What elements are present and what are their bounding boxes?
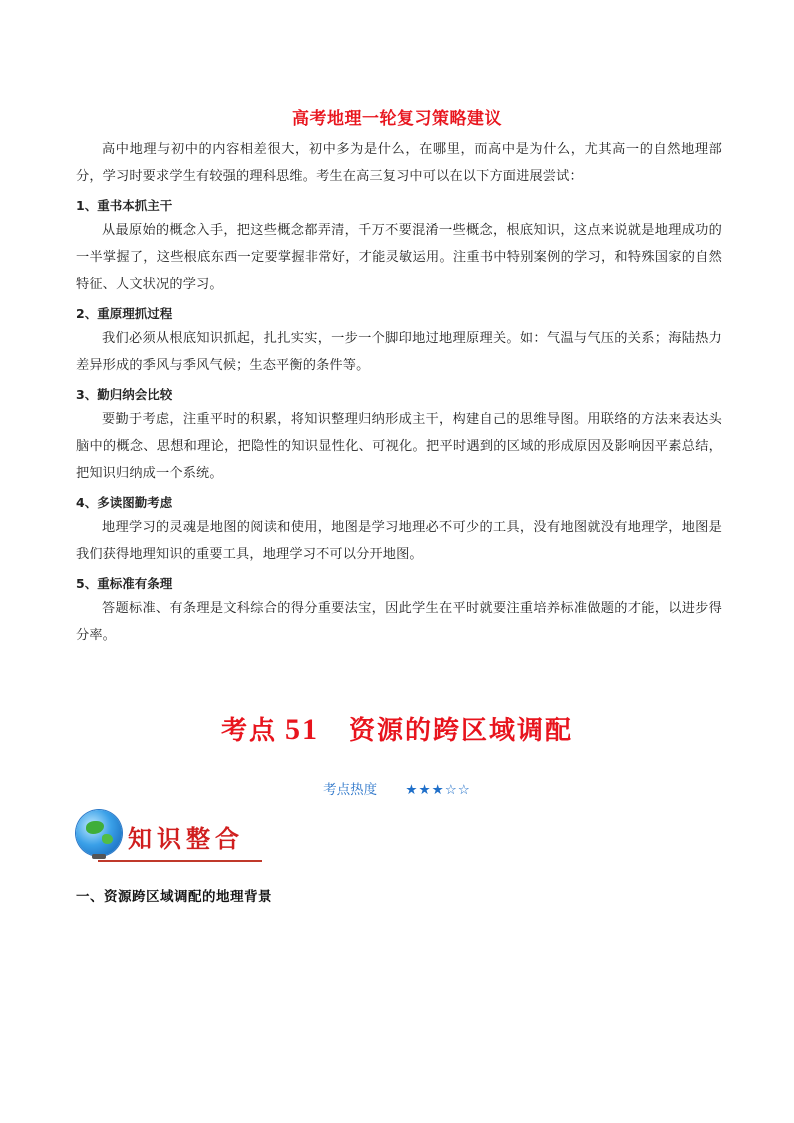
section-heading-4: 4、多读图勤考虑 (76, 495, 173, 510)
heat-label: 考点热度 (323, 782, 378, 798)
intro-paragraph: 高中地理与初中的内容相差很大，初中多为是什么，在哪里，而高中是为什么，尤其高一的自然地理部分，学习时要求学生有较强的理科思维。考生在高三复习中可以在以下方面进展尝试： (76, 142, 722, 184)
section-text-1: 从最原始的概念入手，把这些概念都弄清，千万不要混淆一些概念，根底知识，这点来说就是地理成功的一半掌握了，这些根底东西一定要掌握非常好，才能灵敏运用。注重书中特别案例的学习，和特殊国家的自然特征、人文状况的学习。 (76, 223, 722, 292)
first-subheading: 一、资源跨区域调配的地理背景 (76, 889, 272, 905)
section-heading-5: 5、重标准有条理 (76, 576, 173, 591)
kaodian-number: 51 (285, 713, 319, 746)
kaodian-name: 资源的跨区域调配 (349, 716, 574, 746)
section-text-4: 地理学习的灵魂是地图的阅读和使用，地图是学习地理必不可少的工具，没有地图就没有地理学，地图是我们获得地理知识的重要工具，地理学习不可以分开地图。 (76, 520, 722, 562)
document-title: 高考地理一轮复习策略建议 (292, 109, 502, 129)
knowledge-underline (98, 860, 262, 862)
kaodian-heat (0, 778, 794, 798)
kaodian-prefix: 考点 (220, 716, 277, 746)
section-text-2: 我们必须从根底知识抓起，扎扎实实，一步一个脚印地过地理原理关。如：气温与气压的关系；海陆热力差异形成的季风与季风气候；生态平衡的条件等。 (76, 331, 722, 373)
kaodian-title (0, 710, 794, 747)
section-heading-2: 2、重原理抓过程 (76, 306, 173, 321)
section-text-3: 要勤于考虑，注重平时的积累，将知识整理归纳形成主干，构建自己的思维导图。用联络的方法来表达头脑中的概念、思想和理论，把隐性的知识显性化、可视化。把平时遇到的区域的形成原因及影响因平素总结，把知识归纳成一个系统。 (76, 412, 722, 481)
knowledge-banner (76, 810, 262, 864)
globe-icon (76, 810, 122, 856)
heat-stars: ★★★☆☆ (405, 782, 471, 798)
globe-stand-icon (92, 854, 106, 859)
section-heading-3: 3、勤归纳会比较 (76, 387, 173, 402)
knowledge-badge-text: 知识整合 (128, 824, 244, 853)
section-text-5: 答题标准、有条理是文科综合的得分重要法宝，因此学生在平时就要注重培养标准做题的才能，以进步得分率。 (76, 601, 722, 643)
section-heading-1: 1、重书本抓主干 (76, 198, 173, 213)
